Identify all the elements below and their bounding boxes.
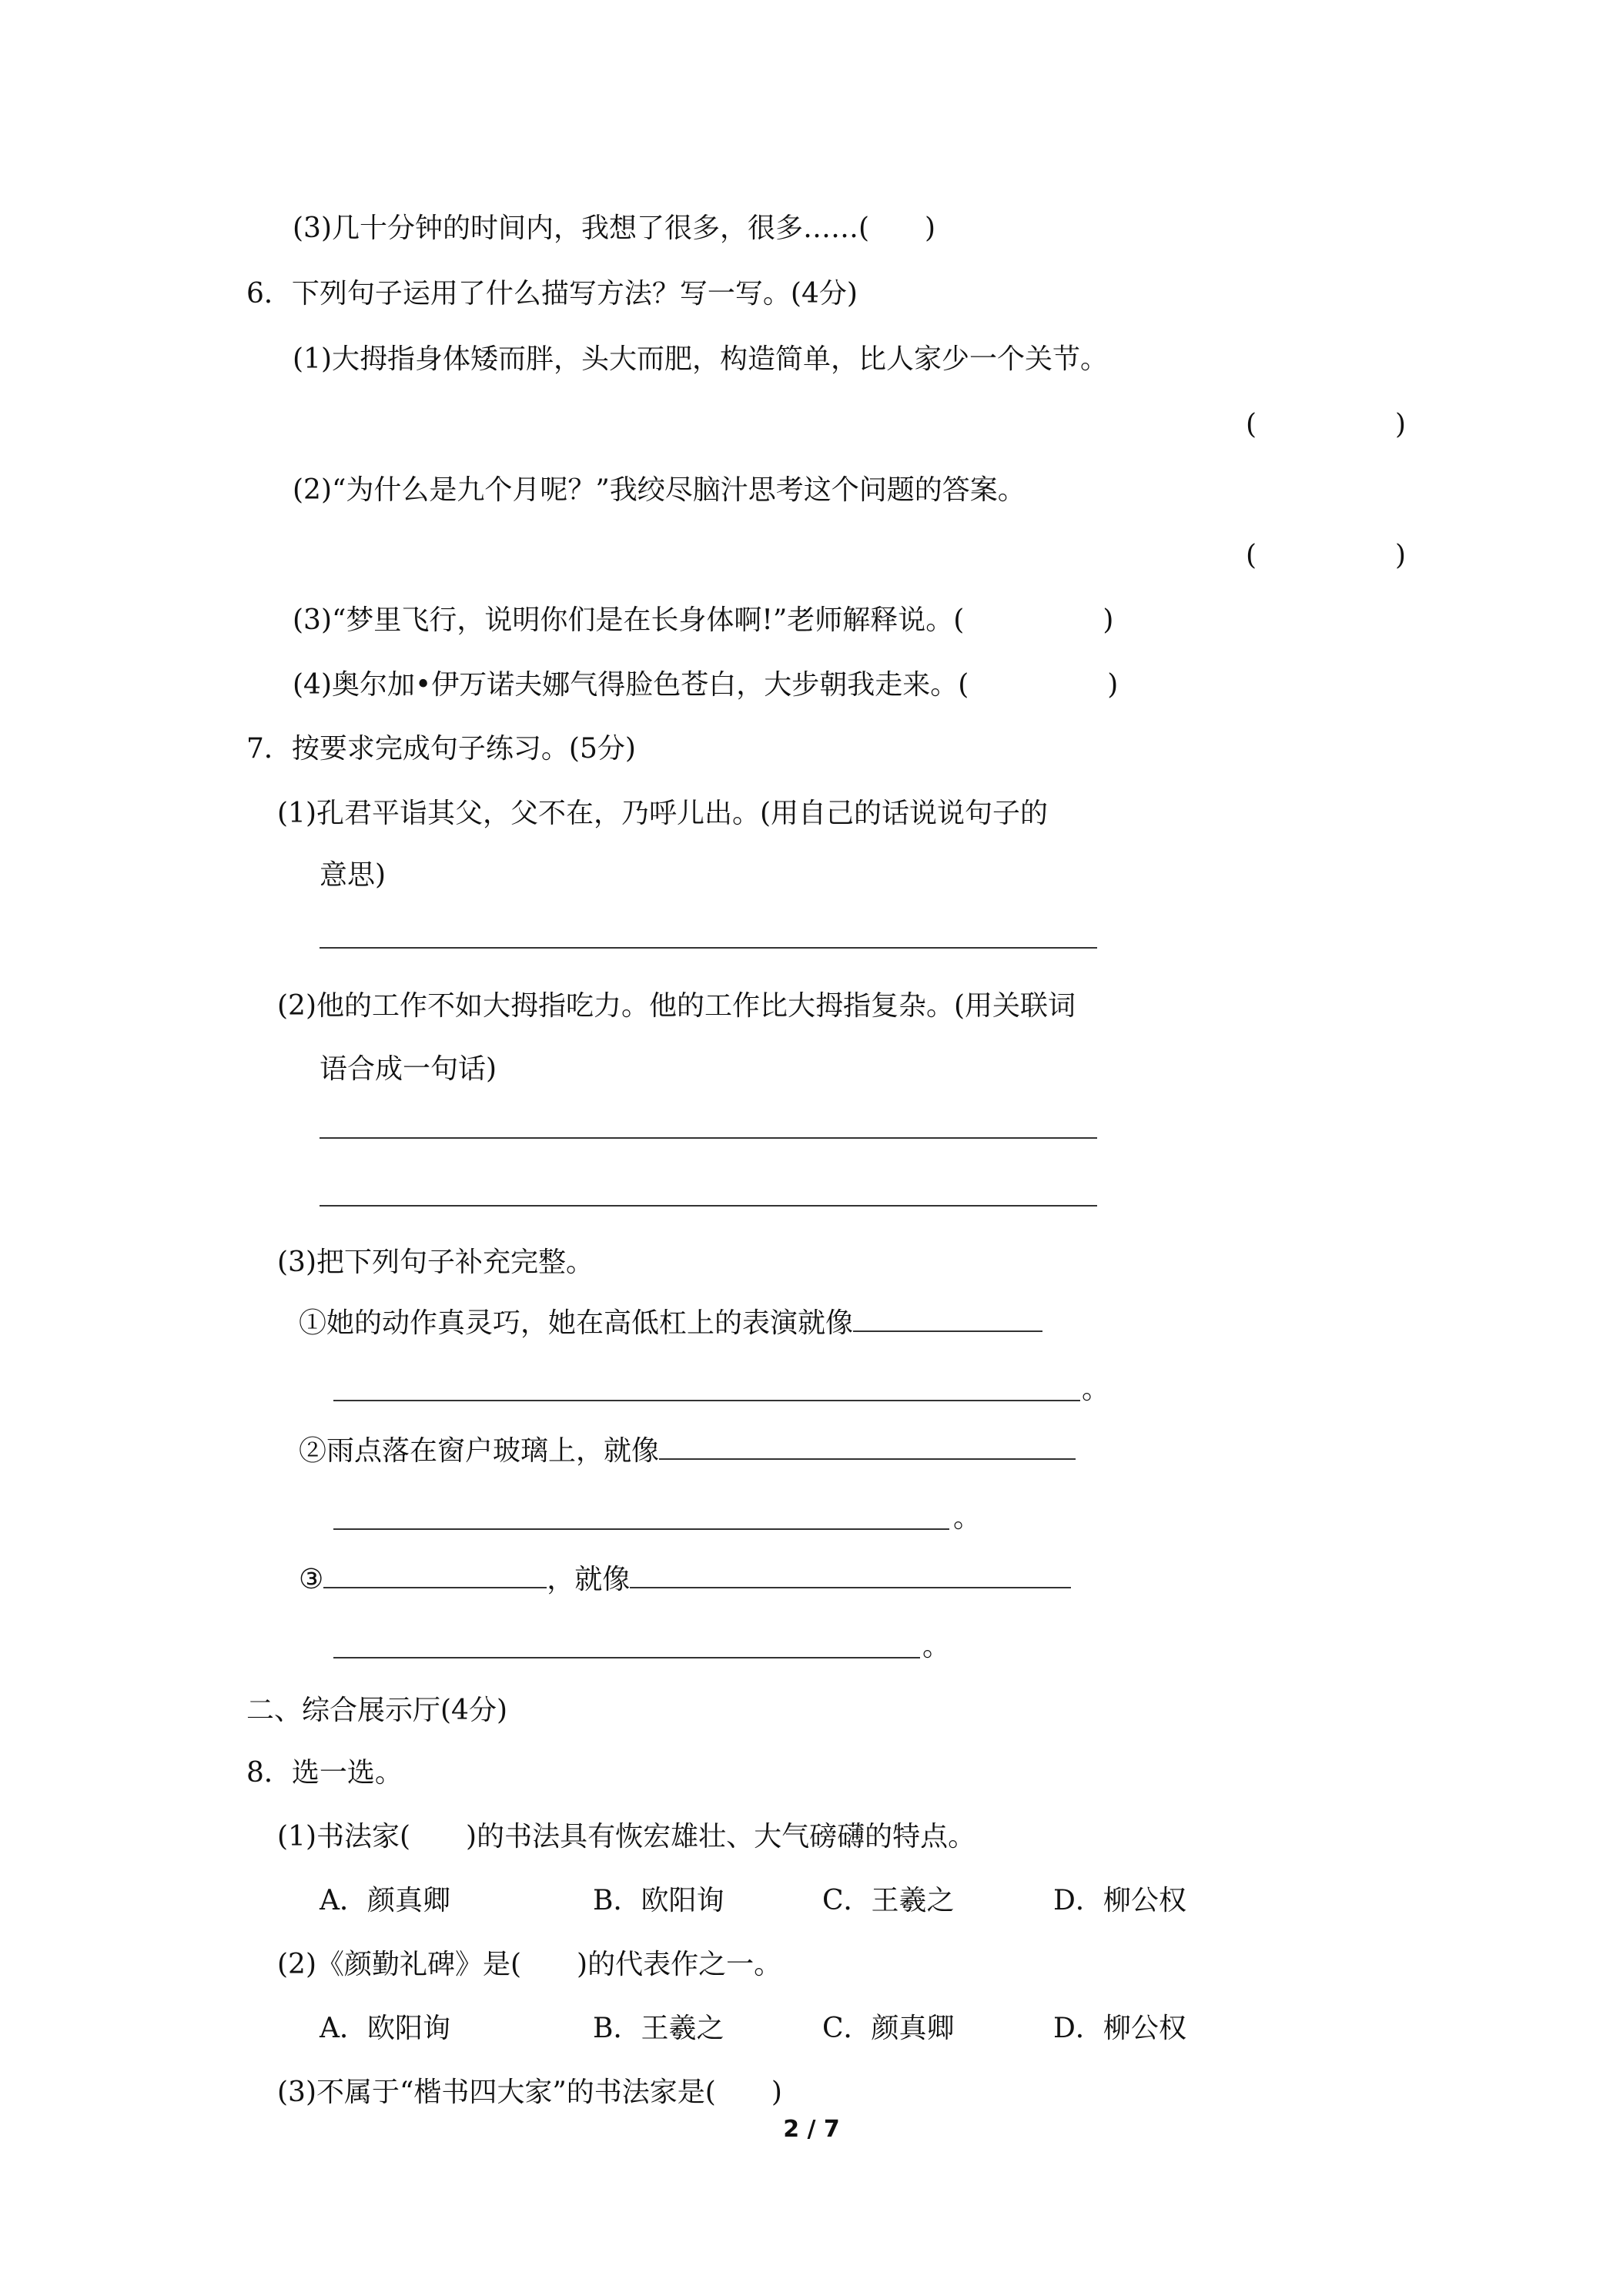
q7-sub-1-blank[interactable]	[853, 1330, 1042, 1332]
q7-sub-1-end: 。	[1082, 1374, 1110, 1405]
q8-item-2-option-d[interactable]: D．柳公权	[1053, 2013, 1186, 2044]
q7-sub-1	[299, 1307, 1042, 1340]
q7-item-3-title: (3)把下列句子补充完整。	[277, 1247, 594, 1278]
q7-sub-3-blank-2[interactable]	[630, 1587, 1071, 1588]
q8-item-1-option-d[interactable]: D．柳公权	[1053, 1885, 1186, 1916]
q6-title: 6．下列句子运用了什么描写方法？写一写。(4分)	[246, 278, 858, 310]
q7-item-2-answer-line-2[interactable]	[320, 1205, 1097, 1207]
q7-sub-3-mark: ③	[299, 1564, 324, 1595]
q6-item-4: (4)奥尔加•伊万诺夫娜气得脸色苍白，大步朝我走来。( )	[293, 669, 1119, 701]
q7-sub-2	[299, 1434, 1076, 1468]
q7-sub-2-end: 。	[953, 1502, 982, 1534]
q8-item-1-option-a[interactable]: A．颜真卿	[320, 1885, 450, 1916]
q7-sub-3-blank-1[interactable]	[323, 1587, 547, 1588]
q8-item-2: (2)《颜勤礼碑》是( )的代表作之一。	[277, 1949, 782, 1980]
q8-item-1-option-c[interactable]: C．王羲之	[822, 1885, 955, 1916]
q7-sub-1-text: ①她的动作真灵巧，她在高低杠上的表演就像	[299, 1307, 854, 1339]
q7-sub-3-end: 。	[922, 1631, 951, 1662]
q7-item-1-answer-line[interactable]	[320, 947, 1097, 949]
page-number: 2 / 7	[783, 2116, 840, 2143]
q7-sub-1-answer-line[interactable]	[333, 1400, 1080, 1401]
q7-sub-2-text: ②雨点落在窗户玻璃上，就像	[299, 1435, 660, 1467]
q6-item-1: (1)大拇指身体矮而胖，头大而肥，构造简单，比人家少一个关节。	[293, 343, 1108, 375]
q8-item-1-option-b[interactable]: B．欧阳询	[593, 1885, 724, 1916]
q7-sub-2-answer-line[interactable]	[333, 1528, 949, 1530]
q8-item-3: (3)不属于“楷书四大家”的书法家是( )	[277, 2077, 782, 2108]
section-2-title: 二、综合展示厅(4分)	[246, 1695, 507, 1726]
q7-sub-3-mid: ，就像	[547, 1564, 631, 1595]
q7-title: 7．按要求完成句子练习。(5分)	[246, 733, 636, 765]
q7-sub-2-blank[interactable]	[659, 1458, 1076, 1460]
q8-item-2-option-b[interactable]: B．王羲之	[593, 2013, 724, 2044]
q7-item-2-line-2: 语合成一句话)	[320, 1053, 497, 1085]
q7-sub-3	[299, 1563, 1071, 1597]
q7-item-1-line-2: 意思)	[320, 859, 387, 891]
q6-item-3: (3)“梦里飞行，说明你们是在长身体啊!”老师解释说。( )	[293, 604, 1114, 636]
q7-item-1-line-1: (1)孔君平诣其父，父不在，乃呼儿出。(用自己的话说说句子的	[277, 798, 1049, 829]
q7-item-2-answer-line-1[interactable]	[320, 1137, 1097, 1139]
q5-item-3: (3)几十分钟的时间内，我想了很多，很多……( )	[293, 213, 936, 244]
q8-title: 8．选一选。	[246, 1757, 403, 1789]
q6-item-2: (2)“为什么是九个月呢？”我绞尽脑汁思考这个问题的答案。	[293, 474, 1026, 506]
q8-item-1: (1)书法家( )的书法具有恢宏雄壮、大气磅礴的特点。	[277, 1821, 976, 1853]
q7-sub-3-answer-line[interactable]	[333, 1657, 920, 1658]
q8-item-2-option-a[interactable]: A．欧阳询	[320, 2013, 450, 2044]
q6-item-1-answer-blank[interactable]: ( )	[1246, 409, 1407, 440]
q8-item-2-option-c[interactable]: C．颜真卿	[822, 2013, 955, 2044]
q6-item-2-answer-blank[interactable]: ( )	[1246, 540, 1407, 571]
q7-item-2-line-1: (2)他的工作不如大拇指吃力。他的工作比大拇指复杂。(用关联词	[277, 990, 1076, 1022]
